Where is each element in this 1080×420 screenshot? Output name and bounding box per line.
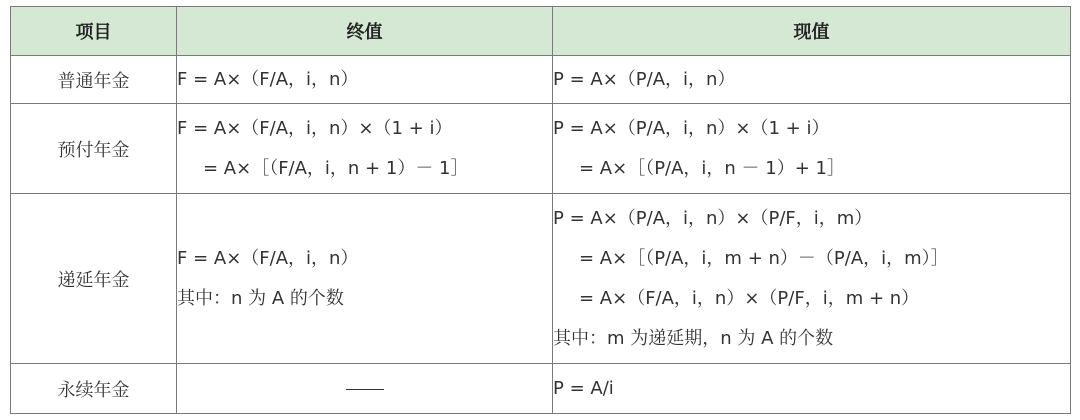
perpetual-present-formula: P = A/i xyxy=(553,377,614,399)
due-future-cell xyxy=(177,104,553,194)
deferred-present-note: 其中：m 为递延期，n 为 A 的个数 xyxy=(553,327,834,349)
perpetual-future-cell xyxy=(177,364,553,414)
not-applicable-dash xyxy=(346,389,384,390)
row-label-perpetual: 永续年金 xyxy=(11,364,177,414)
deferred-future-note: 其中：n 为 A 的个数 xyxy=(177,287,344,309)
row-annuity-due xyxy=(11,104,1071,194)
due-present-cell xyxy=(553,104,1071,194)
due-present-formula-1: P = A×（P/A，i，n）×（1 + i） xyxy=(553,117,830,139)
ordinary-future-formula: F = A×（F/A，i，n） xyxy=(177,68,359,90)
ordinary-future-cell xyxy=(177,56,553,104)
header-future-value: 终值 xyxy=(177,7,553,56)
deferred-present-formula-3: = A×（F/A，i，n）×（P/F，i，m + n） xyxy=(579,287,920,309)
row-label-deferred: 递延年金 xyxy=(11,194,177,364)
due-present-formula-2: = A×［（P/A，i，n － 1）+ 1］ xyxy=(579,157,845,179)
ordinary-present-cell xyxy=(553,56,1071,104)
row-perpetual-annuity xyxy=(11,364,1071,414)
row-label-due: 预付年金 xyxy=(11,104,177,194)
ordinary-present-formula: P = A×（P/A，i，n） xyxy=(553,68,736,90)
annuity-formula-table xyxy=(10,6,1071,414)
deferred-future-formula: F = A×（F/A，i，n） xyxy=(177,247,359,269)
deferred-present-formula-1: P = A×（P/A，i，n）×（P/F，i，m） xyxy=(553,207,873,229)
deferred-future-cell xyxy=(177,194,553,364)
due-future-formula-2: = A×［（F/A，i，n + 1）－ 1］ xyxy=(203,157,469,179)
deferred-present-formula-2: = A×［（P/A，i，m + n）－（P/A，i，m）］ xyxy=(579,247,949,269)
header-present-value: 现值 xyxy=(553,7,1071,56)
deferred-present-cell xyxy=(553,194,1071,364)
row-deferred-annuity xyxy=(11,194,1071,364)
header-item: 项目 xyxy=(11,7,177,56)
row-ordinary-annuity xyxy=(11,56,1071,104)
header-row xyxy=(11,7,1071,56)
due-future-formula-1: F = A×（F/A，i，n）×（1 + i） xyxy=(177,117,453,139)
row-label-ordinary: 普通年金 xyxy=(11,56,177,104)
perpetual-present-cell xyxy=(553,364,1071,414)
